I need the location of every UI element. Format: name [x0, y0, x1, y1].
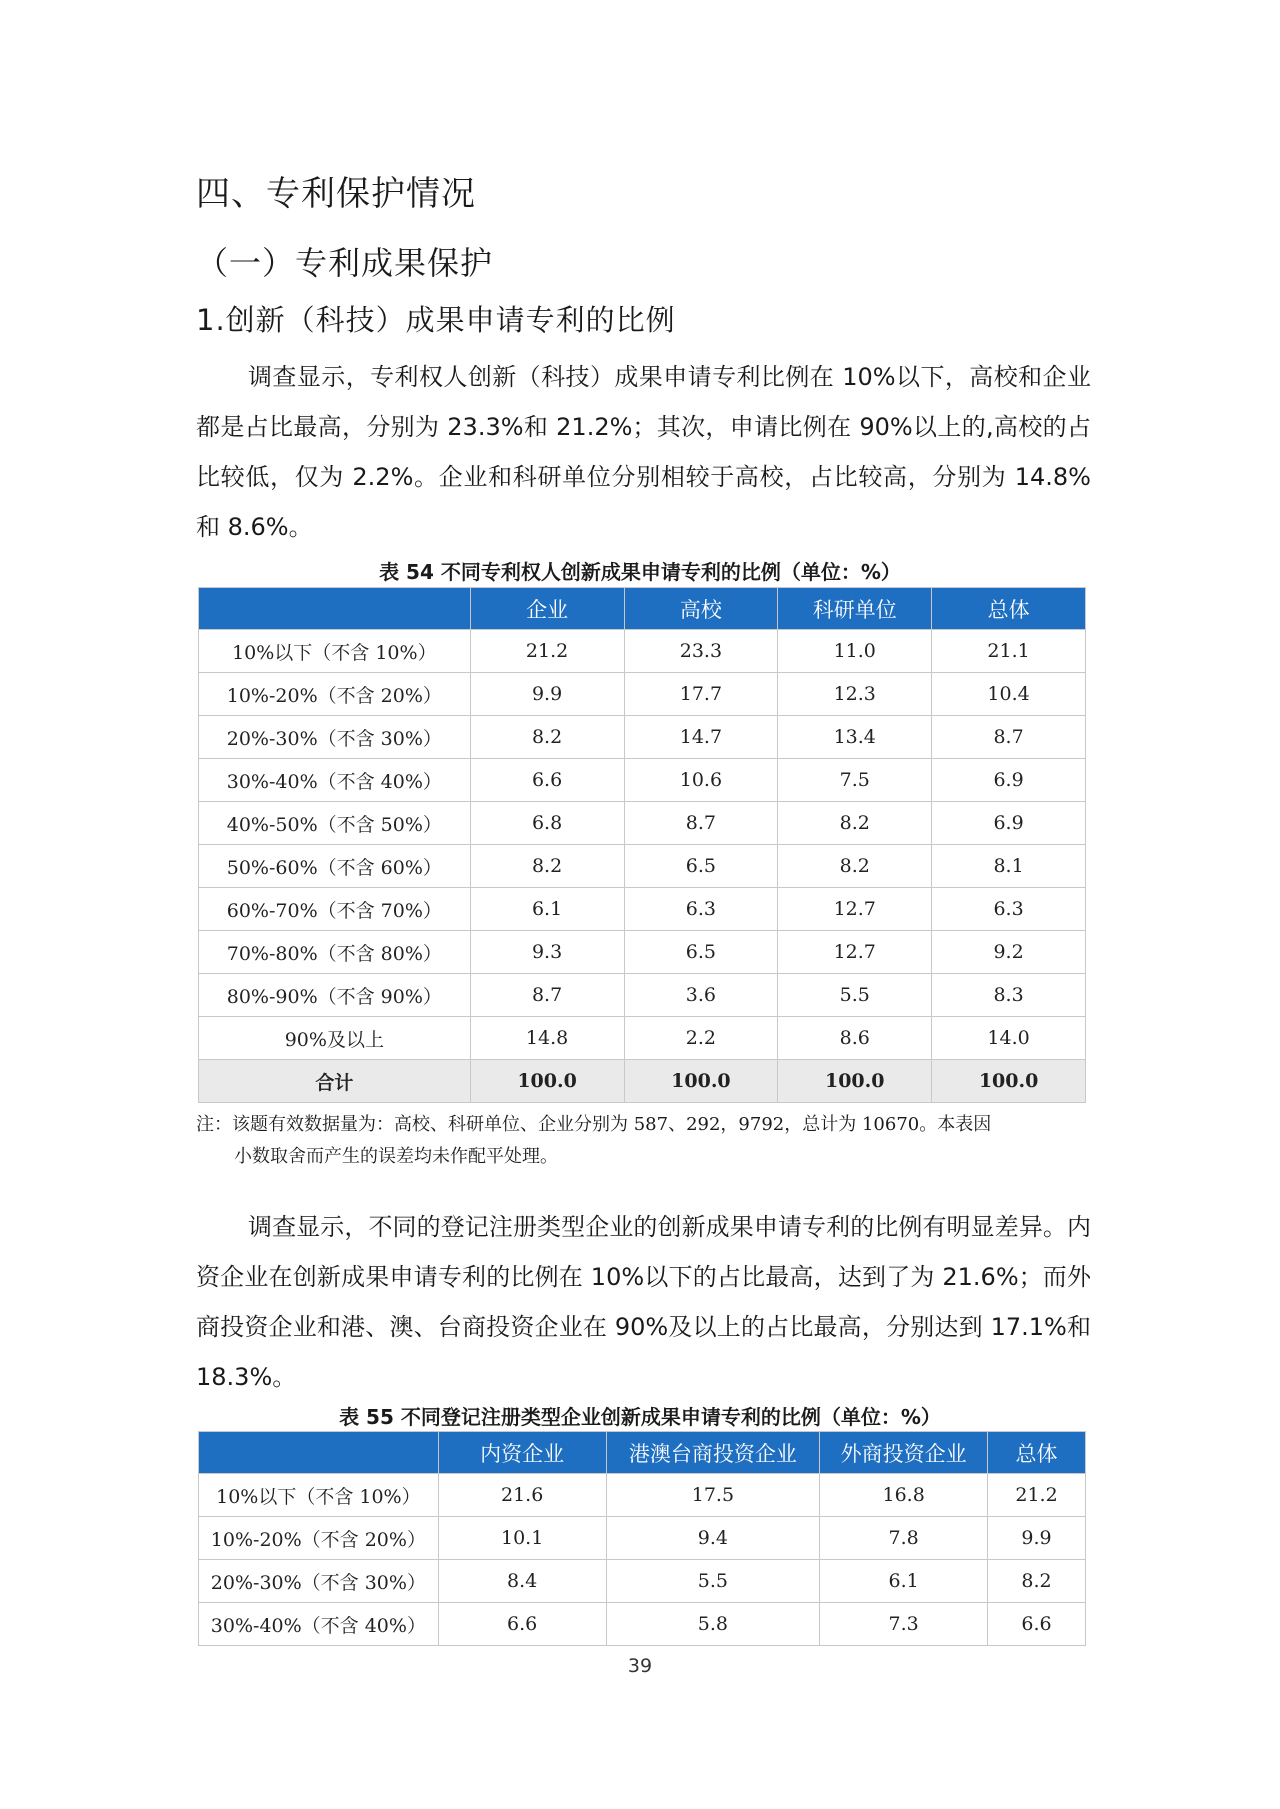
value-cell: 12.3: [778, 673, 932, 716]
value-cell: 6.1: [470, 888, 624, 931]
header-cell: 港澳台商投资企业: [606, 1432, 820, 1474]
value-cell: 8.2: [988, 1560, 1086, 1603]
note-line-2: 小数取舍而产生的误差均未作配平处理。: [234, 1146, 558, 1167]
value-cell: 6.9: [932, 802, 1086, 845]
row-label-cell: 20%-30%（不含 30%）: [199, 1560, 439, 1603]
value-cell: 17.5: [606, 1474, 820, 1517]
value-cell: 11.0: [778, 630, 932, 673]
table-54: [198, 587, 1086, 1103]
value-cell: 8.2: [470, 845, 624, 888]
value-cell: 6.3: [932, 888, 1086, 931]
table-row: [199, 845, 1086, 888]
value-cell: 8.7: [470, 974, 624, 1017]
value-cell: 6.6: [470, 759, 624, 802]
value-cell: 8.7: [932, 716, 1086, 759]
note-line-1: 注：该题有效数据量为：高校、科研单位、企业分别为 587、292，9792，总计为 10670。本表因: [196, 1114, 992, 1135]
value-cell: 21.6: [438, 1474, 606, 1517]
value-cell: 3.6: [624, 974, 778, 1017]
row-label-cell: 20%-30%（不含 30%）: [199, 716, 471, 759]
value-cell: 8.6: [778, 1017, 932, 1060]
header-cell: 外商投资企业: [820, 1432, 988, 1474]
total-value-cell: 100.0: [778, 1060, 932, 1103]
value-cell: 13.4: [778, 716, 932, 759]
row-label-cell: 30%-40%（不含 40%）: [199, 1603, 439, 1646]
value-cell: 8.2: [470, 716, 624, 759]
header-cell: 总体: [988, 1432, 1086, 1474]
value-cell: 12.7: [778, 931, 932, 974]
value-cell: 5.8: [606, 1603, 820, 1646]
header-cell: 高校: [624, 588, 778, 630]
paragraph-2-text: 调查显示，不同的登记注册类型企业的创新成果申请专利的比例有明显差异。内资企业在创新成果申请专利的比例在 10%以下的占比最高，达到了为 21.6%；而外商投资企业和港、澳、台商投资企业在 90%及以上的占比最高，分别达到 17.1%和 18.3%。: [196, 1213, 1091, 1391]
table-header-row: [199, 588, 1086, 630]
value-cell: 5.5: [606, 1560, 820, 1603]
paragraph-2: [196, 1202, 1091, 1402]
value-cell: 23.3: [624, 630, 778, 673]
value-cell: 10.6: [624, 759, 778, 802]
value-cell: 10.1: [438, 1517, 606, 1560]
value-cell: 8.2: [778, 845, 932, 888]
table-55-caption: 表 55 不同登记注册类型企业创新成果申请专利的比例（单位：%）: [339, 1405, 941, 1429]
total-value-cell: 100.0: [624, 1060, 778, 1103]
value-cell: 8.4: [438, 1560, 606, 1603]
table-row: [199, 1017, 1086, 1060]
value-cell: 6.1: [820, 1560, 988, 1603]
header-cell: 内资企业: [438, 1432, 606, 1474]
row-label-cell: 90%及以上: [199, 1017, 471, 1060]
table-row: [199, 716, 1086, 759]
value-cell: 6.6: [438, 1603, 606, 1646]
header-cell: 科研单位: [778, 588, 932, 630]
value-cell: 9.3: [470, 931, 624, 974]
value-cell: 21.2: [470, 630, 624, 673]
value-cell: 5.5: [778, 974, 932, 1017]
row-label-cell: 10%以下（不含 10%）: [199, 1474, 439, 1517]
header-cell: 总体: [932, 588, 1086, 630]
row-label-cell: 60%-70%（不含 70%）: [199, 888, 471, 931]
value-cell: 14.7: [624, 716, 778, 759]
page-number: 39: [627, 1655, 653, 1677]
row-label-cell: 10%-20%（不含 20%）: [199, 673, 471, 716]
table-row: [199, 759, 1086, 802]
value-cell: 17.7: [624, 673, 778, 716]
total-value-cell: 100.0: [470, 1060, 624, 1103]
value-cell: 21.2: [988, 1474, 1086, 1517]
value-cell: 6.6: [988, 1603, 1086, 1646]
table-row: [199, 931, 1086, 974]
value-cell: 14.8: [470, 1017, 624, 1060]
section-heading: 四、专利保护情况: [196, 174, 476, 214]
table-row: [199, 1517, 1086, 1560]
value-cell: 16.8: [820, 1474, 988, 1517]
value-cell: 8.1: [932, 845, 1086, 888]
value-cell: 6.5: [624, 931, 778, 974]
value-cell: 8.7: [624, 802, 778, 845]
row-label-cell: 40%-50%（不含 50%）: [199, 802, 471, 845]
row-label-cell: 30%-40%（不含 40%）: [199, 759, 471, 802]
value-cell: 6.9: [932, 759, 1086, 802]
table-row: [199, 974, 1086, 1017]
value-cell: 7.5: [778, 759, 932, 802]
table-row: [199, 630, 1086, 673]
value-cell: 7.3: [820, 1603, 988, 1646]
total-value-cell: 100.0: [932, 1060, 1086, 1103]
subsection-heading: （一）专利成果保护: [196, 244, 494, 282]
row-label-cell: 70%-80%（不含 80%）: [199, 931, 471, 974]
header-cell: 企业: [470, 588, 624, 630]
table-row: [199, 1560, 1086, 1603]
table-header-row: [199, 1432, 1086, 1474]
header-cell: [199, 588, 471, 630]
total-label-cell: 合计: [199, 1060, 471, 1103]
paragraph-1: [196, 352, 1091, 552]
table-54-caption: 表 54 不同专利权人创新成果申请专利的比例（单位：%）: [379, 560, 901, 584]
value-cell: 14.0: [932, 1017, 1086, 1060]
value-cell: 9.9: [470, 673, 624, 716]
paragraph-1-text: 调查显示，专利权人创新（科技）成果申请专利比例在 10%以下，高校和企业都是占比最高，分别为 23.3%和 21.2%；其次，申请比例在 90%以上的,高校的占比较低，仅为 2.2%。企业和科研单位分别相较于高校，占比较高，分别为 14.8%和 8.6%。: [196, 363, 1091, 541]
value-cell: 21.1: [932, 630, 1086, 673]
value-cell: 8.3: [932, 974, 1086, 1017]
row-label-cell: 10%以下（不含 10%）: [199, 630, 471, 673]
value-cell: 9.2: [932, 931, 1086, 974]
table-row: [199, 1603, 1086, 1646]
value-cell: 6.5: [624, 845, 778, 888]
header-cell: [199, 1432, 439, 1474]
topic-heading: 1.创新（科技）成果申请专利的比例: [196, 303, 676, 337]
total-row: [199, 1060, 1086, 1103]
table-row: [199, 888, 1086, 931]
value-cell: 9.9: [988, 1517, 1086, 1560]
row-label-cell: 50%-60%（不含 60%）: [199, 845, 471, 888]
table-55: [198, 1431, 1086, 1646]
value-cell: 6.8: [470, 802, 624, 845]
row-label-cell: 10%-20%（不含 20%）: [199, 1517, 439, 1560]
table-row: [199, 1474, 1086, 1517]
value-cell: 9.4: [606, 1517, 820, 1560]
value-cell: 8.2: [778, 802, 932, 845]
table-row: [199, 673, 1086, 716]
value-cell: 2.2: [624, 1017, 778, 1060]
row-label-cell: 80%-90%（不含 90%）: [199, 974, 471, 1017]
value-cell: 7.8: [820, 1517, 988, 1560]
value-cell: 6.3: [624, 888, 778, 931]
table-row: [199, 802, 1086, 845]
table-54-note: [196, 1109, 1091, 1173]
value-cell: 12.7: [778, 888, 932, 931]
value-cell: 10.4: [932, 673, 1086, 716]
